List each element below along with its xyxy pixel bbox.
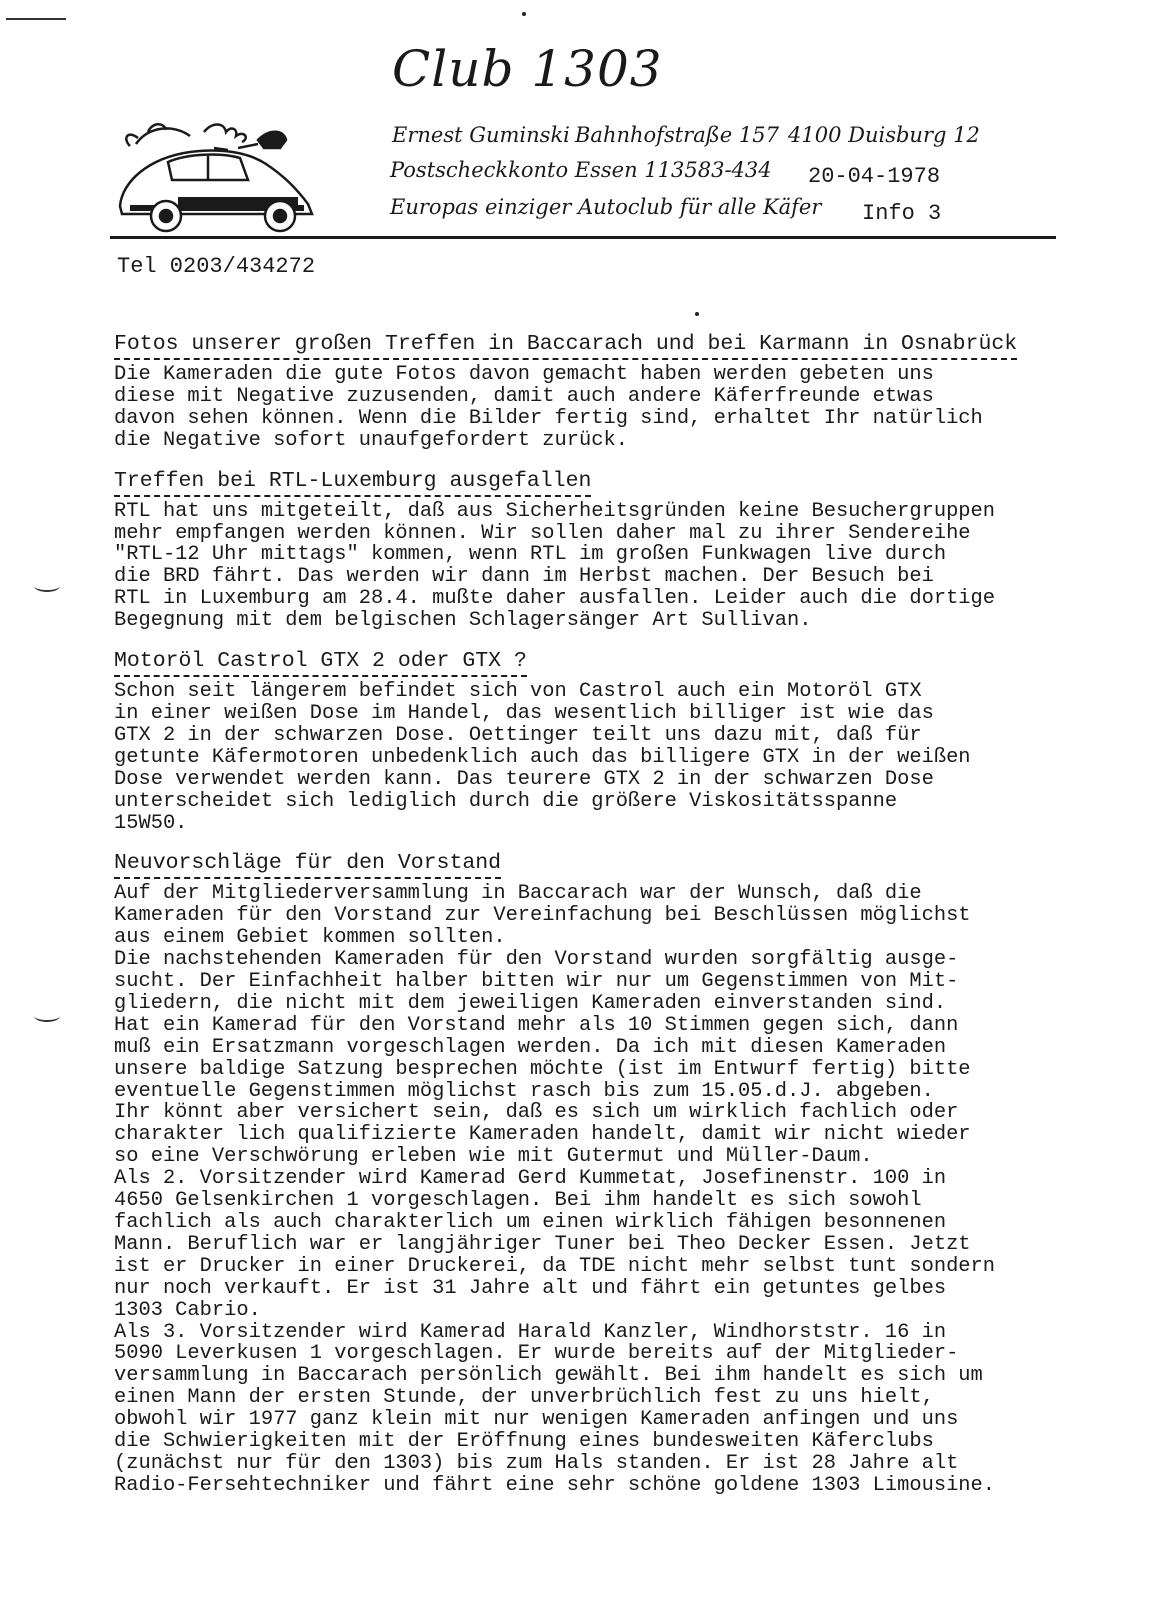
info-number: Info 3 (862, 201, 942, 226)
section-heading: Motoröl Castrol GTX 2 oder GTX ? (114, 648, 527, 677)
section-heading: Treffen bei RTL-Luxemburg ausgefallen (114, 468, 591, 497)
club-slogan: Europas einziger Autoclub für alle Käfer (390, 195, 822, 219)
section-vorstand (114, 850, 1104, 1496)
margin-mark (34, 580, 60, 592)
phone-number: Tel 0203/434272 (117, 254, 316, 279)
section-heading: Fotos unserer großen Treffen in Baccarach und bei Karmann in Osnabrück (114, 331, 1017, 360)
scan-mark (6, 6, 66, 20)
section-heading: Neuvorschläge für den Vorstand (114, 850, 501, 879)
section-fotos (114, 331, 1104, 452)
section-text: RTL hat uns mitgeteilt, daß aus Sicherheitsgründen keine Besuchergruppen mehr empfangen werden können. Wir sollen daher mal zu ihrer Sendereihe "RTL-12 Uhr mittags" kommen, wenn RTL im großen Funkwagen live durch die BRD fährt. Das werden wir dann im Herbst machen. Der Besuch bei RTL in Luxemburg am 28.4. mußte daher ausfallen. Leider auch die dortige Begegnung mit dem belgischen Schlagersänger Art Sullivan. (114, 499, 996, 633)
address-city: 4100 Duisburg 12 (788, 123, 980, 147)
section-text: Schon seit längerem befindet sich von Castrol auch ein Motoröl GTX in einer weißen Dose im Handel, das wesentlich billiger ist wie das GTX 2 in der schwarzen Dose. Oettinger teilt uns dazu mit, daß für getunte Käfermotoren unbedenklich auch das billigere GTX in der weißen Dose verwendet werden kann. Das teurere GTX 2 in der schwarzen Dose unterscheidet sich lediglich durch die größere Viskositätsspanne 15W50. (114, 680, 971, 835)
club-title: Club 1303 (392, 40, 663, 98)
header-divider (110, 236, 1056, 239)
section-text: Auf der Mitgliederversammlung in Baccarach war der Wunsch, daß die Kameraden für den Vorstand zur Vereinfachung bei Beschlüssen möglichst aus einem Gebiet kommen sollten. Die nachstehenden Kameraden für den Vorstand wurden sorgfältig ausge- sucht. Der Einfachheit halber bitten wir nur um Gegenstimmen von Mit- gliedern, die nicht mit dem jeweiligen Kameraden einverstanden sind. Hat ein Kamerad für den Vorstand mehr als 10 Stimmen gegen sich, dann muß ein Ersatzmann vorgeschlagen werden. Da ich mit diesen Kameraden unsere baldige Satzung besprechen möchte (ist im Entwurf fertig) bitte eventuelle Gegenstimmen möglichst rasch bis zum 15.05.d.J. abgeben. Ihr könnt aber versichert sein, daß es sich um wirklich fachlich oder charakter lich qualifizierte Kameraden handelt, damit wir nicht wieder so eine Verschwörung erleben wie mit Gutermut und Müller-Daum. Als 2. Vorsitzender wird Kamerad Gerd Kummetat, Josefinenstr. 100 in 4650 Gelsenkirchen 1 vorgeschlagen. Bei ihm handelt es sich sowohl fachlich als auch charakterlich um einen wirklich fähigen besonnenen Mann. Beruflich war er langjähriger Tuner bei Theo Decker Essen. Jetzt ist er Drucker in einer Druckerei, da TDE nicht mehr selbst tunt sondern nur noch verkauft. Er ist 31 Jahre alt und fährt ein getuntes gelbes 1303 Cabrio. Als 3. Vorsitzender wird Kamerad Harald Kanzler, Windhorststr. 16 in 5090 Leverkusen 1 vorgeschlagen. Er wurde bereits auf der Mitglieder- versammlung in Baccarach persönlich gewählt. Bei ihm handelt es sich um einen Mann der ersten Stunde, der unverbrüchlich fest zu uns hielt, obwohl wir 1977 ganz klein mit nur wenigen Kameraden anfingen und uns die Schwierigkeiten mit der Eröffnung eines bundesweiten Käferclubs (zunächst nur für den 1303) bis zum Hals standen. Er ist 28 Jahre alt Radio-Fersehtechniker und fährt eine sehr schöne goldene 1303 Limousine. (114, 882, 996, 1497)
account-number: Postscheckkonto Essen 113583-434 (390, 158, 772, 182)
section-motoroel (114, 648, 1104, 834)
scan-dot (522, 12, 526, 16)
beetle-logo (108, 118, 330, 236)
scan-dot (695, 312, 699, 316)
section-text: Die Kameraden die gute Fotos davon gemacht haben werden gebeten uns diese mit Negative zuzusenden, damit auch andere Käferfreunde etwas davon sehen können. Wenn die Bilder fertig sind, erhaltet Ihr natürlich die Negative sofort unaufgefordert zurück. (114, 363, 983, 452)
address-street: Bahnhofstraße 157 (575, 123, 779, 147)
margin-mark (34, 1010, 60, 1022)
letter-body (114, 331, 1104, 1513)
letter-date: 20-04-1978 (808, 164, 941, 189)
address-name: Ernest Guminski (392, 123, 570, 147)
section-rtl (114, 468, 1104, 632)
